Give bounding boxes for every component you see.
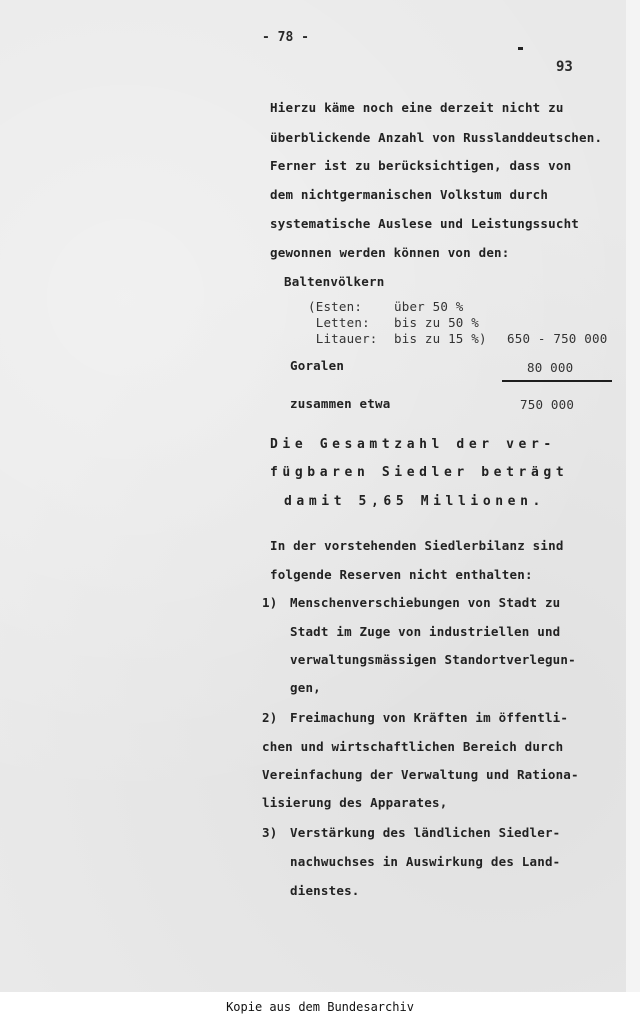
goralen-label: Goralen (290, 358, 345, 373)
sum-label: zusammen etwa (290, 396, 391, 411)
goralen-value: 80 000 (527, 360, 574, 375)
balts-total: 650 - 750 000 (507, 331, 608, 346)
item-line: Freimachung von Kräften im öffentli- (290, 710, 569, 725)
page-edge (626, 0, 640, 992)
sum-rule (502, 380, 612, 382)
item-line: Verstärkung des ländlichen Siedler- (290, 825, 561, 840)
item-line: chen und wirtschaftlichen Bereich durch (262, 739, 564, 754)
folio-number: 93 (556, 59, 573, 75)
row-label: Litauer: (308, 331, 378, 346)
item-number: 1) (262, 595, 278, 610)
item-line: verwaltungsmässigen Standortverlegun- (290, 652, 576, 667)
item-line: dienstes. (290, 883, 360, 898)
row-value: bis zu 50 % (394, 315, 479, 330)
sum-value: 750 000 (520, 397, 575, 412)
spaced-line: damit 5,65 Millionen. (284, 494, 545, 509)
reserves-line: In der vorstehenden Siedlerbilanz sind (270, 538, 564, 553)
intro-line: gewonnen werden können von den: (270, 245, 510, 260)
reserves-line: folgende Reserven nicht enthalten: (270, 567, 533, 582)
intro-line: überblickende Anzahl von Russlanddeutschen. (270, 130, 603, 145)
intro-line: dem nichtgermanischen Volkstum durch (270, 187, 549, 202)
archive-caption: Kopie aus dem Bundesarchiv (226, 1000, 414, 1014)
spaced-line: Die Gesamtzahl der ver- (270, 437, 556, 452)
item-line: Menschenverschiebungen von Stadt zu (290, 595, 561, 610)
row-value: bis zu 15 %) (394, 331, 487, 346)
row-value: über 50 % (394, 299, 464, 314)
item-line: Stadt im Zuge von industriellen und (290, 624, 561, 639)
item-line: gen, (290, 680, 321, 695)
page-number: - 78 - (262, 30, 309, 45)
ink-mark (518, 47, 523, 50)
item-line: nachwuchses in Auswirkung des Land- (290, 854, 561, 869)
intro-line: Ferner ist zu berücksichtigen, dass von (270, 158, 572, 173)
item-line: lisierung des Apparates, (262, 795, 448, 810)
item-number: 3) (262, 825, 278, 840)
intro-line: Hierzu käme noch eine derzeit nicht zu (270, 100, 564, 115)
row-label: (Esten: (308, 299, 363, 314)
item-number: 2) (262, 710, 278, 725)
item-line: Vereinfachung der Verwaltung und Rationa- (262, 767, 579, 782)
intro-line: systematische Auslese und Leistungssucht (270, 216, 580, 231)
row-label: Letten: (308, 315, 370, 330)
group-label: Baltenvölkern (284, 274, 385, 289)
spaced-line: fügbaren Siedler beträgt (270, 465, 569, 480)
